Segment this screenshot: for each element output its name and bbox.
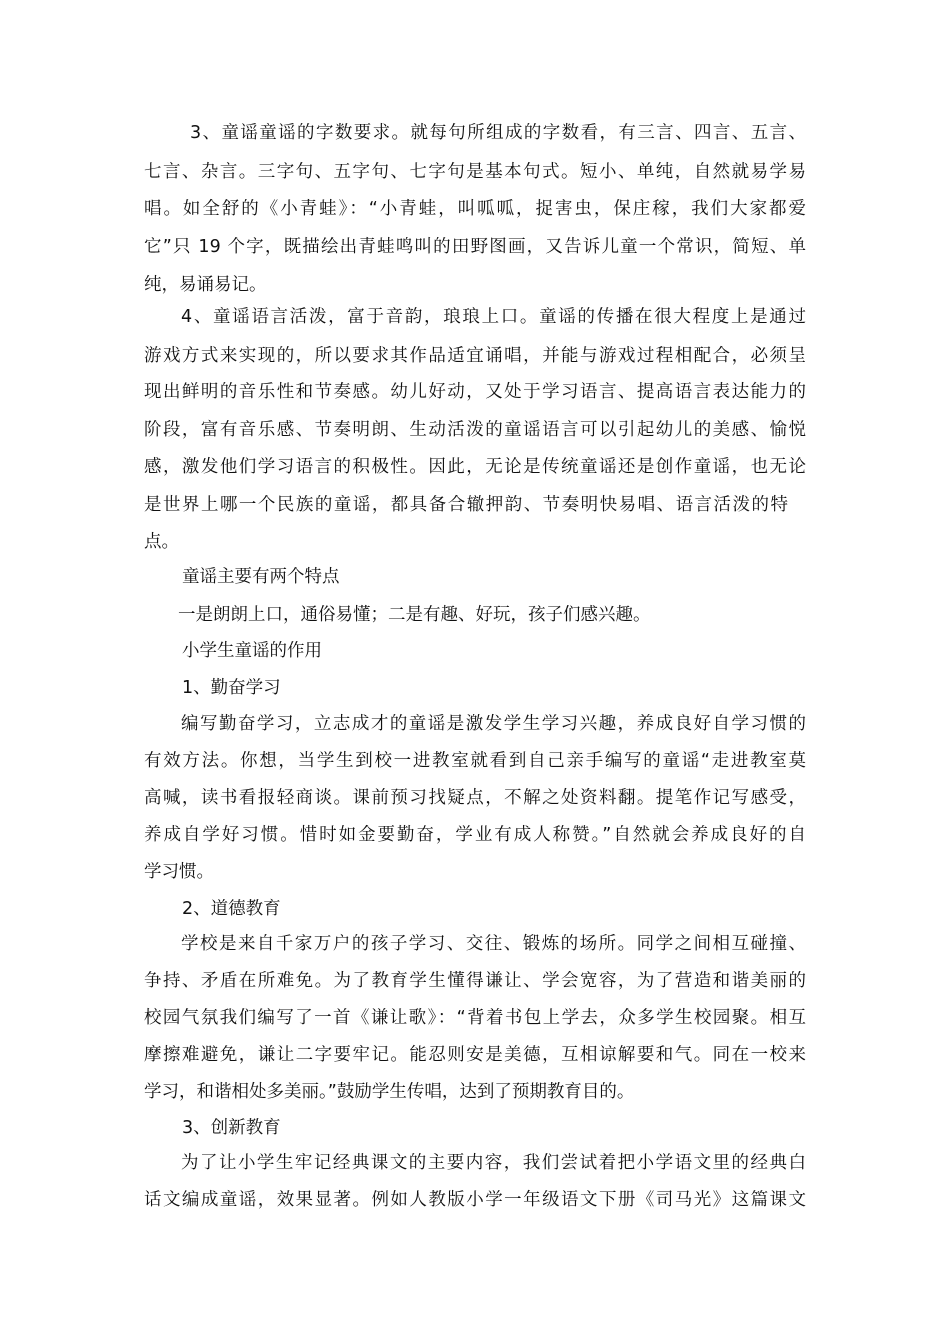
section-1-line-4: 养成自学好习惯。惜时如金要勤奋，学业有成人称赞。”自然就会养成良好的自 xyxy=(144,825,806,845)
section-2-line-4: 摩擦难避免，谦让二字要牢记。能忍则安是美德，互相谅解要和气。同在一校来 xyxy=(144,1045,806,1065)
section-1-line-2: 有效方法。你想，当学生到校一进教室就看到自己亲手编写的童谣“走进教室莫 xyxy=(144,751,806,771)
section-1-heading: 1、勤奋学习 xyxy=(182,678,281,698)
section-3-line-2: 话文编成童谣，效果显著。例如人教版小学一年级语文下册《司马光》这篇课文 xyxy=(144,1190,806,1210)
section-1-line-1: 编写勤奋学习，立志成才的童谣是激发学生学习兴趣，养成良好自学习惯的 xyxy=(181,714,806,734)
features-heading: 童谣主要有两个特点 xyxy=(182,567,340,587)
paragraph-3-line-5: 纯，易诵易记。 xyxy=(144,275,267,295)
paragraph-4-line-7: 点。 xyxy=(144,532,179,552)
section-2-line-2: 争持、矛盾在所难免。为了教育学生懂得谦让、学会宽容，为了营造和谐美丽的 xyxy=(144,971,806,991)
paragraph-3-line-1: 3、童谣童谣的字数要求。就每句所组成的字数看，有三言、四言、五言、 xyxy=(190,123,806,143)
paragraph-4-line-6: 是世界上哪一个民族的童谣，都具备合辙押韵、节奏明快易唱、语言活泼的特 xyxy=(144,495,788,515)
section-2-heading: 2、道德教育 xyxy=(182,899,281,919)
section-2-line-1: 学校是来自千家万户的孩子学习、交往、锻炼的场所。同学之间相互碰撞、 xyxy=(181,934,806,954)
section-1-line-5: 学习惯。 xyxy=(144,862,214,882)
section-1-line-3: 高喊，读书看报轻商谈。课前预习找疑点，不解之处资料翻。提笔作记写感受， xyxy=(144,788,806,808)
paragraph-3-line-3: 唱。如全舒的《小青蛙》：“小青蛙，叫呱呱，捉害虫，保庄稼，我们大家都爱 xyxy=(144,199,806,219)
paragraph-4-line-2: 游戏方式来实现的，所以要求其作品适宜诵唱，并能与游戏过程相配合，必须呈 xyxy=(144,346,806,366)
paragraph-3-line-2: 七言、杂言。三字句、五字句、七字句是基本句式。短小、单纯，自然就易学易 xyxy=(144,162,806,182)
paragraph-4-line-1: 4、童谣语言活泼，富于音韵，琅琅上口。童谣的传播在很大程度上是通过 xyxy=(181,307,806,327)
paragraph-4-line-3: 现出鲜明的音乐性和节奏感。幼儿好动，又处于学习语言、提高语言表达能力的 xyxy=(144,382,806,402)
section-3-heading: 3、创新教育 xyxy=(182,1118,281,1138)
paragraph-4-line-5: 感，激发他们学习语言的积极性。因此，无论是传统童谣还是创作童谣，也无论 xyxy=(144,457,806,477)
features-text: 一是朗朗上口，通俗易懂；二是有趣、好玩，孩子们感兴趣。 xyxy=(178,605,651,625)
section-3-line-1: 为了让小学生牢记经典课文的主要内容，我们尝试着把小学语文里的经典白 xyxy=(181,1153,806,1173)
role-heading: 小学生童谣的作用 xyxy=(182,641,322,661)
section-2-line-3: 校园气氛我们编写了一首《谦让歌》：“背着书包上学去，众多学生校园聚。相互 xyxy=(144,1008,806,1028)
paragraph-3-line-4: 它”只 19 个字，既描绘出青蛙鸣叫的田野图画，又告诉儿童一个常识，简短、单 xyxy=(144,237,806,257)
section-2-line-5: 学习，和谐相处多美丽。”鼓励学生传唱，达到了预期教育目的。 xyxy=(144,1082,635,1102)
paragraph-4-line-4: 阶段，富有音乐感、节奏明朗、生动活泼的童谣语言可以引起幼儿的美感、愉悦 xyxy=(144,420,806,440)
